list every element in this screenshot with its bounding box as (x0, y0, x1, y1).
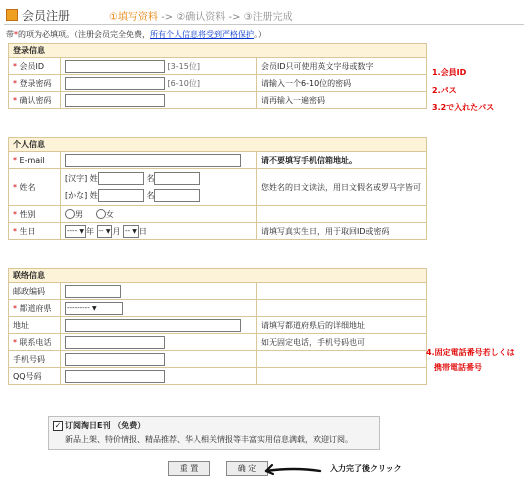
password-range: [6-10位] (167, 78, 200, 88)
day-unit: 日 (138, 226, 147, 236)
page-header (4, 4, 528, 26)
address-label: 地址 (9, 317, 61, 334)
privacy-link[interactable]: 所有个人信息将受到严格保护 (150, 30, 254, 39)
member-icon (6, 9, 18, 21)
female-radio[interactable] (96, 209, 106, 219)
step-arrow-1: -> (161, 12, 174, 23)
password-label: * 登录密码 (9, 75, 61, 92)
member-id-input[interactable] (65, 60, 165, 73)
birthday-hint: 请填写真实生日，用于取回ID或密码 (257, 223, 427, 240)
zip-input[interactable] (65, 285, 121, 298)
email-input[interactable] (65, 154, 241, 167)
kanji-given-label: 名 (146, 174, 155, 183)
male-radio[interactable] (65, 209, 75, 219)
step-arrow-2: -> (228, 12, 241, 23)
email-label: * E-mail (9, 152, 61, 169)
member-id-label: * 会员ID (9, 58, 61, 75)
gender-label: * 性别 (9, 206, 61, 223)
annotation-confirm-password: 3.2で入れたパス (432, 103, 495, 112)
kana-given-label: 名 (146, 191, 155, 200)
annotation-click: 入力完了後クリック (330, 464, 402, 473)
password-hint: 请输入一个6-10位的密码 (257, 75, 427, 92)
kanji-label: [汉字] (65, 174, 88, 183)
contact-info-table (8, 268, 427, 385)
birth-year-select[interactable]: ---- ▼ (65, 225, 86, 238)
login-info-table (8, 43, 427, 109)
newsletter-description: 新品上架、特价情报、精品推荐、华人相关情报等丰富实用信息满载，欢迎订阅。 (65, 435, 353, 444)
birthday-label: * 生日 (9, 223, 61, 240)
annotation-phone-1: 4.固定電話番号若しくは (426, 348, 515, 357)
personal-info-table (8, 137, 427, 240)
confirm-password-input[interactable] (65, 94, 165, 107)
confirm-password-label: * 确认密码 (9, 92, 61, 109)
name-label: * 姓名 (9, 169, 61, 206)
step-indicator (109, 8, 293, 23)
contact-section-title: 联络信息 (9, 269, 427, 283)
notice-suffix: 。） (254, 30, 266, 39)
step-1: ①填写资料 (109, 12, 158, 23)
kana-surname-label: 姓 (89, 191, 98, 200)
step-3: ③注册完成 (243, 12, 293, 23)
qq-input[interactable] (65, 370, 165, 383)
newsletter-title: 订阅淘日E刊 （免费） (65, 421, 146, 430)
kanji-given-input[interactable] (154, 172, 200, 185)
chevron-down-icon: ▼ (105, 227, 111, 235)
annotation-password: 2.パス (432, 86, 457, 95)
prefecture-label: * 都道府県 (9, 300, 61, 317)
header-divider (4, 24, 524, 25)
notice-text: 的项为必填项。（注册会员完全免费， (18, 30, 150, 39)
zip-label: 邮政编码 (9, 283, 61, 300)
member-id-range: [3-15位] (167, 61, 200, 71)
required-star: * (14, 30, 18, 39)
kana-surname-input[interactable] (98, 189, 144, 202)
password-input[interactable] (65, 77, 165, 90)
phone-hint: 如无固定电话，手机号码也可 (257, 334, 427, 351)
mobile-input[interactable] (65, 353, 165, 366)
phone-label: * 联系电话 (9, 334, 61, 351)
annotation-phone-2: 携帯電話番号 (434, 363, 482, 372)
personal-section-title: 个人信息 (9, 138, 427, 152)
annotation-member-id: 1.会員ID (432, 68, 467, 77)
step-2: ②确认资料 (176, 12, 226, 23)
month-unit: 月 (112, 226, 121, 236)
email-hint: 请不要填写手机信箱地址。 (257, 152, 427, 169)
birth-month-select[interactable]: -- ▼ (97, 225, 113, 238)
kanji-surname-input[interactable] (98, 172, 144, 185)
name-hint: 您姓名的日文读法，用日文假名或罗马字皆可 (257, 169, 427, 206)
confirm-button[interactable]: 确 定 (226, 461, 268, 476)
kana-label: [かな] (65, 191, 88, 200)
prefecture-select[interactable]: --------- ▼ (65, 302, 123, 315)
qq-label: QQ号码 (9, 368, 61, 385)
mobile-label: 手机号码 (9, 351, 61, 368)
year-unit: 年 (85, 226, 94, 236)
address-input[interactable] (65, 319, 241, 332)
required-notice (6, 29, 266, 40)
reset-button[interactable]: 重 置 (168, 461, 210, 476)
female-label: 女 (105, 209, 114, 219)
chevron-down-icon: ▼ (79, 227, 84, 235)
confirm-password-hint: 请再输入一遍密码 (257, 92, 427, 109)
login-section-title: 登录信息 (9, 44, 427, 58)
kanji-surname-label: 姓 (89, 174, 98, 183)
arrow-left-icon (264, 462, 324, 476)
address-hint: 请填写都道府県后的详细地址 (257, 317, 427, 334)
chevron-down-icon: ▼ (132, 227, 137, 235)
phone-input[interactable] (65, 336, 165, 349)
notice-prefix: 带 (6, 30, 14, 39)
member-id-hint: 会员ID只可使用英文字母或数字 (257, 58, 427, 75)
kana-given-input[interactable] (154, 189, 200, 202)
newsletter-box (48, 416, 380, 450)
newsletter-checkbox[interactable]: ✓ (54, 421, 62, 430)
birth-day-select[interactable]: -- ▼ (123, 225, 139, 238)
page-title: 会员注册 (22, 9, 71, 23)
male-label: 男 (75, 209, 83, 219)
chevron-down-icon: ▼ (91, 304, 97, 312)
